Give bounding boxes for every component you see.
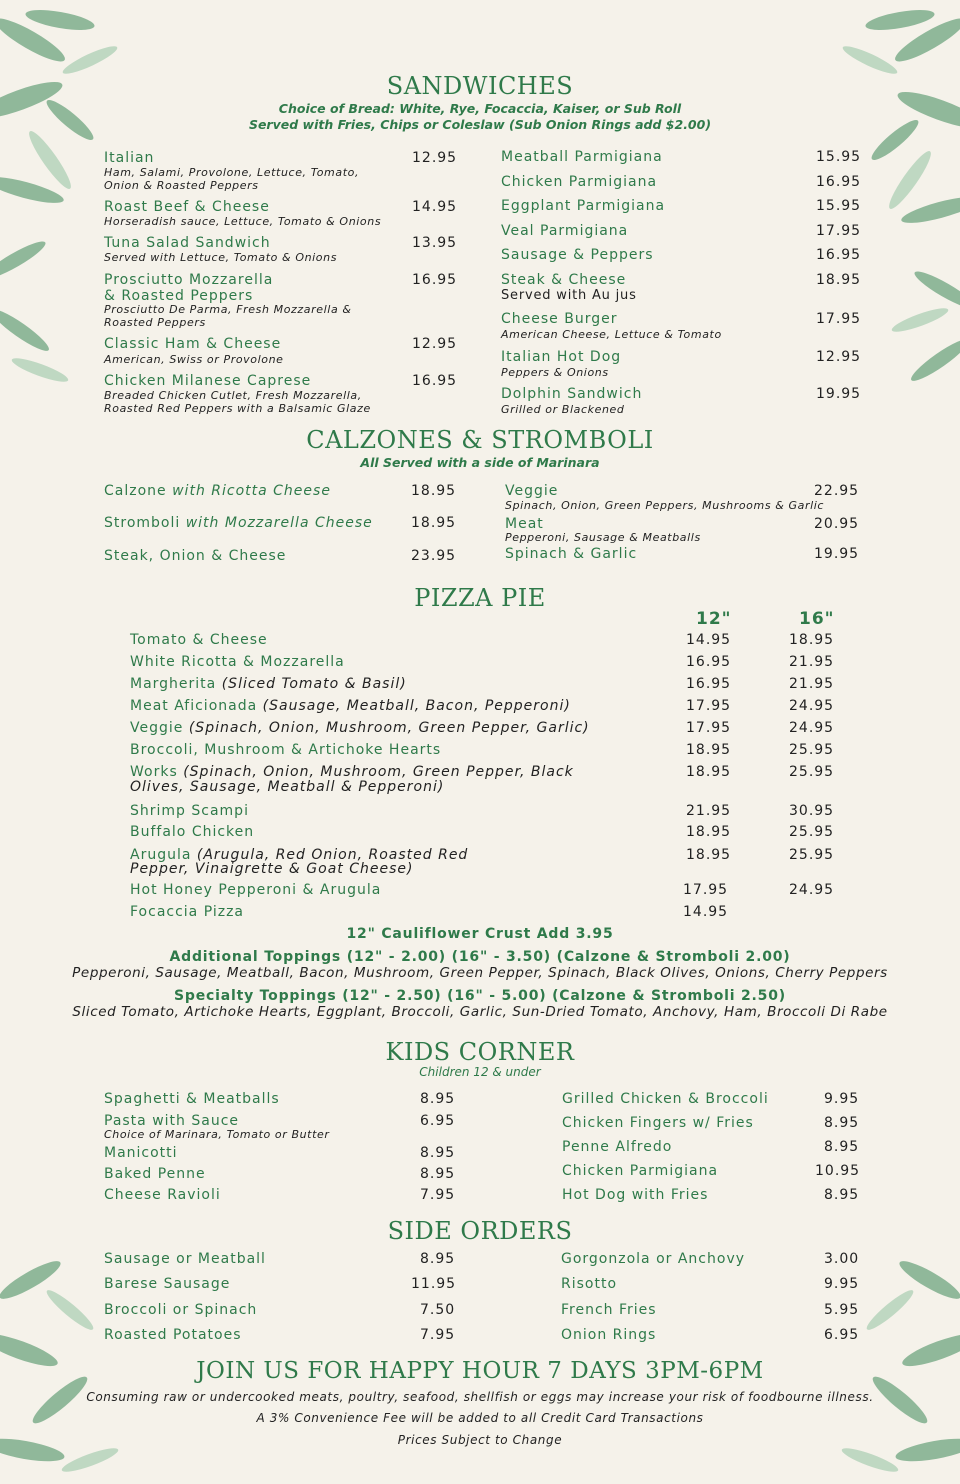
prices-note: Prices Subject to Change: [397, 1433, 563, 1447]
kids-price: 8.95: [420, 1166, 456, 1182]
calzone-price: 22.95: [814, 483, 860, 499]
side-name: Barese Sausage: [104, 1276, 231, 1292]
kids-title: KIDS CORNER: [385, 1038, 575, 1066]
sandwich-name: Sausage & Peppers: [501, 247, 654, 263]
pizza-price-12: 21.95: [686, 803, 732, 819]
convenience-fee-note: A 3% Convenience Fee will be added to all Credit Card Transactions: [256, 1411, 704, 1425]
sandwich-name: Italian: [104, 150, 155, 166]
sandwich-price: 15.95: [816, 149, 862, 165]
kids-name: Baked Penne: [104, 1166, 206, 1182]
calzone-price: 18.95: [411, 483, 457, 499]
additional-toppings-heading: Additional Toppings (12" - 2.00) (16" - 3.50) (Calzone & Stromboli 2.00): [169, 949, 791, 965]
specialty-toppings-list: Sliced Tomato, Artichoke Hearts, Eggplant, Broccoli, Garlic, Sun-Dried Tomato, Anchovy, Ham, Broccoli Di Rabe: [72, 1004, 888, 1020]
sandwich-name: Classic Ham & Cheese: [104, 336, 282, 352]
pizza-name-line2: Pepper, Vinaigrette & Goat Cheese): [130, 861, 414, 877]
pizza-name: Tomato & Cheese: [130, 632, 268, 648]
sandwich-desc: Breaded Chicken Cutlet, Fresh Mozzarella,: [104, 389, 362, 402]
pizza-price-12: 14.95: [683, 904, 729, 920]
kids-price: 8.95: [824, 1115, 860, 1131]
kids-subtitle: Children 12 & under: [419, 1065, 541, 1079]
sandwich-desc: Onion & Roasted Peppers: [104, 179, 259, 192]
sandwich-desc: Horseradish sauce, Lettuce, Tomato & Onions: [104, 215, 382, 228]
pizza-col-16: 16": [799, 609, 835, 629]
kids-price: 7.95: [420, 1187, 456, 1203]
kids-price: 8.95: [420, 1091, 456, 1107]
sandwich-name: Italian Hot Dog: [501, 349, 622, 365]
calzone-price: 20.95: [814, 516, 860, 532]
pizza-price-16: 18.95: [789, 632, 835, 648]
pizza-price-16: 21.95: [789, 654, 835, 670]
pizza-price-12: 18.95: [686, 742, 732, 758]
specialty-toppings-heading: Specialty Toppings (12" - 2.50) (16" - 5.00) (Calzone & Stromboli 2.50): [174, 988, 786, 1004]
pizza-price-12: 18.95: [686, 764, 732, 780]
sandwich-price: 16.95: [412, 373, 458, 389]
additional-toppings-list: Pepperoni, Sausage, Meatball, Bacon, Mushroom, Green Pepper, Spinach, Black Olives, Onions, Cherry Peppers: [72, 965, 888, 981]
side-name: Roasted Potatoes: [104, 1327, 242, 1343]
sandwich-desc: Ham, Salami, Provolone, Lettuce, Tomato,: [104, 166, 360, 179]
side-name: French Fries: [561, 1302, 657, 1318]
pizza-name: Meat Aficionada (Sausage, Meatball, Bacon, Pepperoni): [130, 698, 571, 714]
sandwich-name: Meatball Parmigiana: [501, 149, 663, 165]
pizza-price-16: 25.95: [789, 824, 835, 840]
kids-price: 9.95: [824, 1091, 860, 1107]
side-price: 7.50: [420, 1302, 456, 1318]
calzones-subtitle: All Served with a side of Marinara: [360, 455, 600, 470]
calzone-desc: Spinach, Onion, Green Peppers, Mushrooms & Garlic: [505, 499, 825, 512]
sandwich-price: 14.95: [412, 199, 458, 215]
sandwich-name: Tuna Salad Sandwich: [104, 235, 271, 251]
pizza-price-16: 25.95: [789, 764, 835, 780]
calzone-price: 18.95: [411, 515, 457, 531]
side-name: Onion Rings: [561, 1327, 657, 1343]
side-price: 7.95: [420, 1327, 456, 1343]
sandwich-desc: Roasted Peppers: [104, 316, 206, 329]
sides-title: SIDE ORDERS: [387, 1217, 573, 1245]
pizza-price-12: 16.95: [686, 676, 732, 692]
pizza-name: Works (Spinach, Onion, Mushroom, Green Pepper, Black: [130, 764, 574, 780]
kids-name: Chicken Parmigiana: [562, 1163, 719, 1179]
sandwich-price: 16.95: [816, 247, 862, 263]
kids-price: 10.95: [815, 1163, 861, 1179]
sandwich-name: Eggplant Parmigiana: [501, 198, 666, 214]
pizza-price-16: 21.95: [789, 676, 835, 692]
sandwich-price: 12.95: [816, 349, 862, 365]
sandwich-desc: Roasted Red Peppers with a Balsamic Glaze: [104, 402, 371, 415]
sandwiches-title: SANDWICHES: [386, 72, 574, 100]
sandwich-desc: Served with Lettuce, Tomato & Onions: [104, 251, 338, 264]
calzone-name: Veggie: [505, 483, 559, 499]
calzone-name: Spinach & Garlic: [505, 546, 638, 562]
kids-price: 8.95: [824, 1187, 860, 1203]
sandwich-name: Cheese Burger: [501, 311, 618, 327]
sandwich-desc: Peppers & Onions: [501, 366, 609, 379]
sandwich-desc: Grilled or Blackened: [501, 403, 625, 416]
pizza-price-12: 17.95: [686, 720, 732, 736]
happy-hour-banner: JOIN US FOR HAPPY HOUR 7 DAYS 3PM-6PM: [196, 1358, 764, 1384]
sandwich-name: Roast Beef & Cheese: [104, 199, 270, 215]
pizza-price-12: 17.95: [686, 698, 732, 714]
sandwich-desc: Served with Au jus: [501, 288, 637, 303]
pizza-price-12: 14.95: [686, 632, 732, 648]
pizza-name: Shrimp Scampi: [130, 803, 249, 819]
kids-name: Hot Dog with Fries: [562, 1187, 709, 1203]
side-price: 3.00: [824, 1251, 860, 1267]
sandwich-price: 16.95: [412, 272, 458, 288]
food-safety-warning: Consuming raw or undercooked meats, poultry, seafood, shellfish or eggs may increase your risk of foodbourne illness.: [86, 1390, 874, 1404]
pizza-price-16: 30.95: [789, 803, 835, 819]
pizza-name: Veggie (Spinach, Onion, Mushroom, Green Pepper, Garlic): [130, 720, 590, 736]
sandwich-name: Steak & Cheese: [501, 272, 627, 288]
kids-price: 8.95: [420, 1145, 456, 1161]
calzone-name: Calzone with Ricotta Cheese: [104, 483, 331, 499]
kids-name: Penne Alfredo: [562, 1139, 673, 1155]
pizza-name: Hot Honey Pepperoni & Arugula: [130, 882, 382, 898]
side-name: Risotto: [561, 1276, 618, 1292]
sandwich-name: Dolphin Sandwich: [501, 386, 643, 402]
side-name: Broccoli or Spinach: [104, 1302, 258, 1318]
pizza-price-16: 24.95: [789, 720, 835, 736]
calzone-desc: Pepperoni, Sausage & Meatballs: [505, 531, 701, 544]
side-name: Sausage or Meatball: [104, 1251, 266, 1267]
sandwich-price: 17.95: [816, 223, 862, 239]
side-price: 11.95: [411, 1276, 457, 1292]
sandwich-desc: American, Swiss or Provolone: [104, 353, 284, 366]
sandwich-price: 18.95: [816, 272, 862, 288]
side-price: 6.95: [824, 1327, 860, 1343]
pizza-price-12: 17.95: [683, 882, 729, 898]
calzone-name: Stromboli with Mozzarella Cheese: [104, 515, 373, 531]
kids-name: Chicken Fingers w/ Fries: [562, 1115, 754, 1131]
sandwich-name: Chicken Parmigiana: [501, 174, 658, 190]
sandwiches-subtitle-sides: Served with Fries, Chips or Coleslaw (Sub Onion Rings add $2.00): [248, 117, 712, 132]
kids-name: Manicotti: [104, 1145, 178, 1161]
pizza-price-16: 25.95: [789, 742, 835, 758]
kids-name: Spaghetti & Meatballs: [104, 1091, 280, 1107]
pizza-name: Margherita (Sliced Tomato & Basil): [130, 676, 407, 692]
sandwich-price: 13.95: [412, 235, 458, 251]
pizza-name: Arugula (Arugula, Red Onion, Roasted Red: [130, 847, 469, 863]
sandwich-name-line2: & Roasted Peppers: [104, 288, 254, 304]
side-price: 5.95: [824, 1302, 860, 1318]
sandwich-name: Prosciutto Mozzarella: [104, 272, 274, 288]
side-price: 9.95: [824, 1276, 860, 1292]
pizza-title: PIZZA PIE: [414, 584, 546, 612]
calzone-name: Meat: [505, 516, 544, 532]
cauliflower-note: 12" Cauliflower Crust Add 3.95: [346, 926, 614, 942]
pizza-price-16: 25.95: [789, 847, 835, 863]
kids-price: 8.95: [824, 1139, 860, 1155]
pizza-name: White Ricotta & Mozzarella: [130, 654, 345, 670]
sandwich-desc: American Cheese, Lettuce & Tomato: [501, 328, 722, 341]
kids-price: 6.95: [420, 1113, 456, 1129]
calzones-title: CALZONES & STROMBOLI: [306, 426, 654, 454]
pizza-name: Buffalo Chicken: [130, 824, 255, 840]
kids-name: Cheese Ravioli: [104, 1187, 221, 1203]
side-price: 8.95: [420, 1251, 456, 1267]
pizza-name-line2: Olives, Sausage, Meatball & Pepperoni): [130, 779, 445, 795]
pizza-name: Focaccia Pizza: [130, 904, 245, 920]
sandwich-price: 15.95: [816, 198, 862, 214]
sandwich-price: 17.95: [816, 311, 862, 327]
calzone-price: 19.95: [814, 546, 860, 562]
kids-name: Pasta with Sauce: [104, 1113, 240, 1129]
calzone-name: Steak, Onion & Cheese: [104, 548, 287, 564]
kids-name: Grilled Chicken & Broccoli: [562, 1091, 769, 1107]
pizza-name: Broccoli, Mushroom & Artichoke Hearts: [130, 742, 442, 758]
sandwich-price: 19.95: [816, 386, 862, 402]
pizza-price-12: 16.95: [686, 654, 732, 670]
pizza-price-16: 24.95: [789, 698, 835, 714]
sandwich-name: Chicken Milanese Caprese: [104, 373, 312, 389]
calzone-price: 23.95: [411, 548, 457, 564]
pizza-price-12: 18.95: [686, 824, 732, 840]
kids-desc: Choice of Marinara, Tomato or Butter: [104, 1128, 330, 1141]
pizza-price-16: 24.95: [789, 882, 835, 898]
sandwich-price: 12.95: [412, 336, 458, 352]
sandwich-price: 16.95: [816, 174, 862, 190]
sandwich-price: 12.95: [412, 150, 458, 166]
sandwich-desc: Prosciutto De Parma, Fresh Mozzarella &: [104, 303, 352, 316]
pizza-col-12: 12": [696, 609, 732, 629]
side-name: Gorgonzola or Anchovy: [561, 1251, 746, 1267]
sandwich-name: Veal Parmigiana: [501, 223, 629, 239]
pizza-price-12: 18.95: [686, 847, 732, 863]
sandwiches-subtitle-bread: Choice of Bread: White, Rye, Focaccia, Kaiser, or Sub Roll: [278, 101, 682, 116]
